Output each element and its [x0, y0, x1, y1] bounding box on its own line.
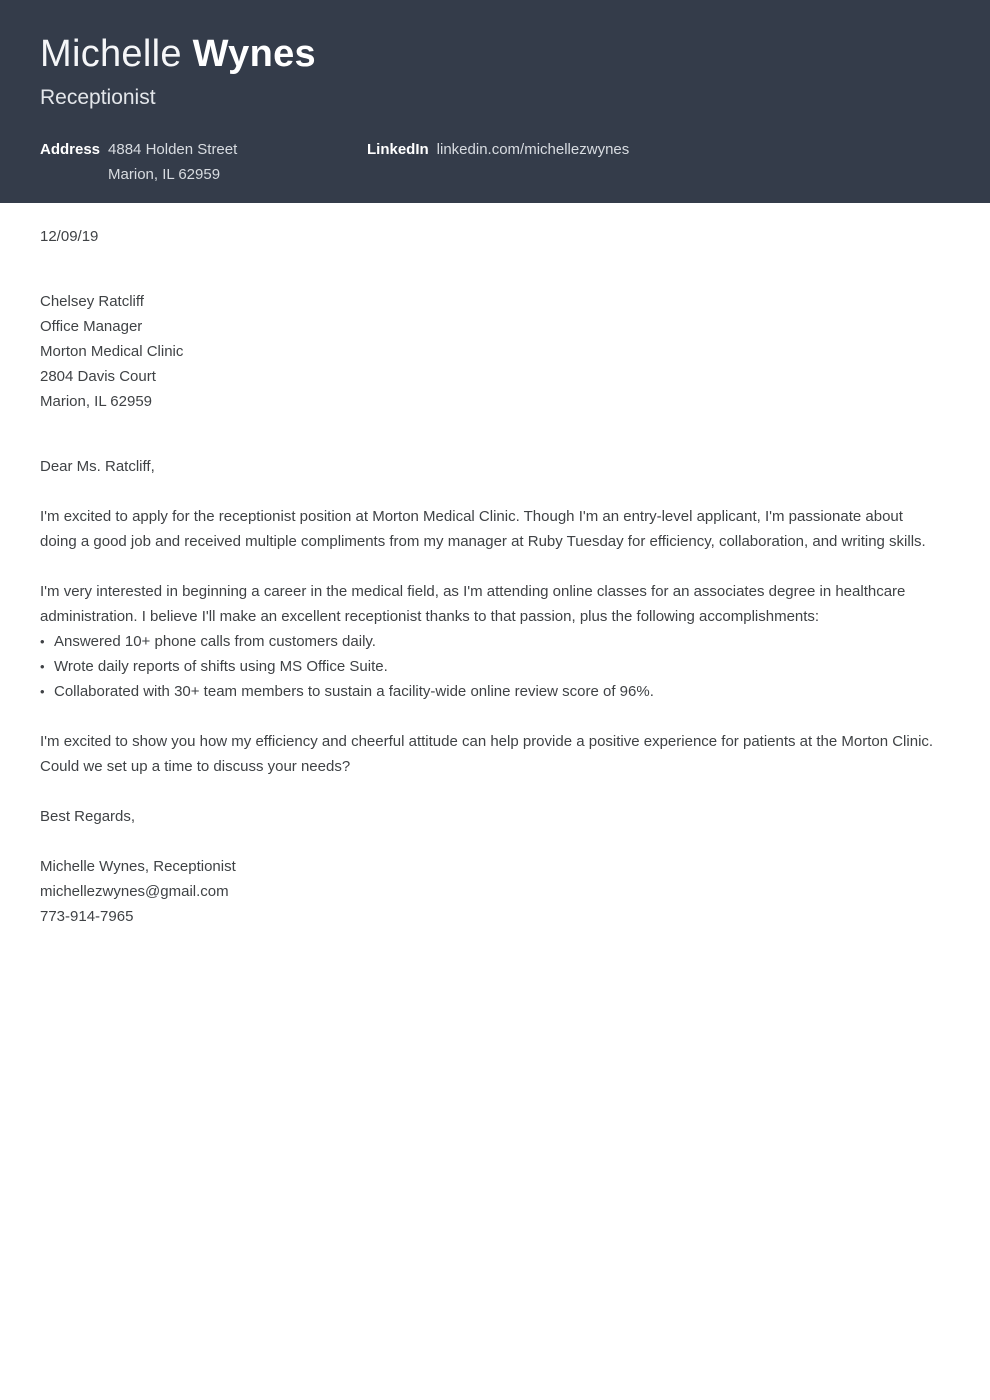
accomplishments-list — [40, 629, 943, 704]
signature-email: michellezwynes@gmail.com — [40, 883, 229, 900]
signature-phone: 773-914-7965 — [40, 908, 134, 925]
bullet-marker: • — [40, 684, 45, 699]
paragraph-intro: I'm excited to apply for the receptionist position at Morton Medical Clinic. Though I'm an entry-level applicant, I'm passionate about doing a good job and received multiple compliments from my manager at Ruby Tuesday for efficiency, collaboration, and writing skills. — [40, 508, 926, 550]
recipient-role: Office Manager — [40, 318, 143, 335]
last-name: Wynes — [192, 33, 316, 75]
paragraph-closing: I'm excited to show you how my efficiency and cheerful attitude can help provide a positive experience for patients at the Morton Clinic. Could we set up a time to discuss your needs? — [40, 733, 934, 775]
signature-name: Michelle Wynes, Receptionist — [40, 858, 236, 875]
linkedin-label: LinkedIn — [367, 140, 429, 158]
address-group — [40, 137, 367, 187]
address-values — [108, 137, 237, 187]
contact-row — [40, 137, 943, 187]
first-name: Michelle — [40, 33, 182, 75]
salutation: Dear Ms. Ratcliff, — [40, 458, 155, 475]
signature-block — [40, 854, 943, 929]
recipient-block — [40, 289, 943, 414]
person-name — [40, 33, 943, 77]
linkedin-group — [367, 137, 629, 187]
linkedin-value: linkedin.com/michellezwynes — [436, 140, 630, 158]
recipient-city: Marion, IL 62959 — [40, 393, 153, 410]
job-title: Receptionist — [40, 85, 156, 109]
header — [0, 0, 990, 203]
list-item-text: Wrote daily reports of shifts using MS Office Suite. — [54, 658, 388, 675]
list-item — [40, 679, 943, 704]
address-label: Address — [40, 140, 101, 158]
letter-body — [0, 203, 990, 929]
list-item — [40, 654, 943, 679]
list-item-text: Collaborated with 30+ team members to sustain a facility-wide online review score of 96%. — [54, 683, 654, 700]
list-item-text: Answered 10+ phone calls from customers daily. — [54, 633, 376, 650]
paragraph-interest: I'm very interested in beginning a career in the medical field, as I'm attending online classes for an associates degree in healthcare administration. I believe I'll make an excellent receptionist thanks to that passion, plus the following accomplishments: — [40, 583, 906, 625]
recipient-name: Chelsey Ratcliff — [40, 293, 144, 310]
letter-date: 12/09/19 — [40, 228, 99, 245]
bullet-marker: • — [40, 634, 45, 649]
address-line-1: 4884 Holden Street — [108, 140, 238, 158]
recipient-company: Morton Medical Clinic — [40, 343, 184, 360]
address-line-2: Marion, IL 62959 — [108, 165, 221, 183]
bullet-marker: • — [40, 659, 45, 674]
list-item — [40, 629, 943, 654]
recipient-street: 2804 Davis Court — [40, 368, 156, 385]
sign-off: Best Regards, — [40, 808, 136, 825]
